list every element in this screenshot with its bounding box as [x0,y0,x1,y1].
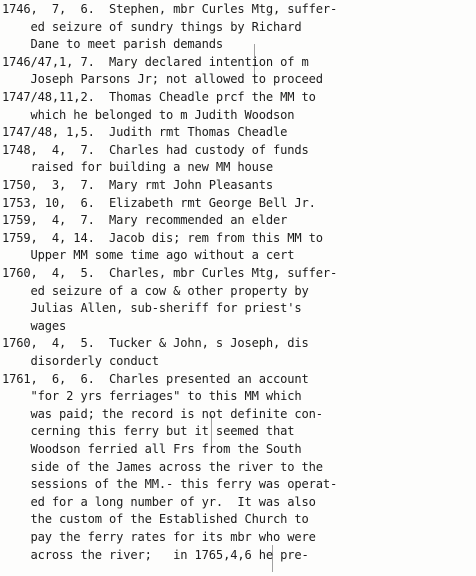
record-entry [2,265,337,335]
record-line-continuation: raised for building a new MM house [2,160,273,175]
record-entry [2,124,287,142]
record-entry [2,212,287,230]
record-line-continuation: Dane to meet parish demands [2,37,224,52]
record-line-dated: 1760, 4, 5. Tucker & John, s Joseph, dis [2,336,309,351]
record-line-dated: 1759, 4, 7. Mary recommended an elder [2,213,288,228]
record-line-dated: 1747/48,11,2. Thomas Cheadle prcf the MM to [2,90,316,104]
record-entry [2,142,309,177]
record-line-continuation: "for 2 yrs ferriages" to this MM which [2,389,302,404]
record-line-continuation: Joseph Parsons Jr; not allowed to proceed [2,72,323,87]
record-line-dated: 1748, 4, 7. Charles had custody of funds [2,142,309,157]
record-line-dated: 1746, 7, 6. Stephen, mbr Curles Mtg, suffer- [2,2,338,16]
record-entry [2,89,316,124]
record-entry [2,1,337,54]
record-line-dated: 1759, 4, 14. Jacob dis; rem from this MM to [2,230,323,245]
record-line-continuation: ed seizure of sundry things by Richard [2,19,302,34]
record-line-continuation: the custom of the Established Church to [2,512,309,527]
record-line-continuation: across the river; in 1765,4,6 he pre- [2,547,309,562]
record-line-dated: 1750, 3, 7. Mary rmt John Pleasants [2,178,273,192]
record-line-continuation: ed for a long number of yr. It was also [2,494,316,509]
record-line-continuation: wages [2,318,67,333]
record-line-continuation: sessions of the MM.- this ferry was operat- [2,477,338,492]
record-entry [2,177,273,195]
record-line-continuation: side of the James across the river to the [2,459,323,474]
record-line-dated: 1761, 6, 6. Charles presented an account [2,371,309,386]
record-line-continuation: ed seizure of a cow & other property by [2,283,309,298]
record-line-continuation: pay the ferry rates for its mbr who were [2,529,316,544]
record-line-continuation: which he belonged to m Judith Woodson [2,107,295,122]
record-line-continuation: disorderly conduct [2,353,159,368]
record-line-dated: 1760, 4, 5. Charles, mbr Curles Mtg, suffer- [2,266,338,280]
record-entry [2,230,323,265]
record-line-continuation: Upper MM some time ago without a cert [2,248,295,263]
record-line-dated: 1747/48, 1,5. Judith rmt Thomas Cheadle [2,125,288,140]
record-line-dated: 1753, 10, 6. Elizabeth rmt George Bell Jr. [2,195,316,210]
record-line-continuation: cerning this ferry but it seemed that [2,424,295,439]
record-line-dated: 1746/47,1, 7. Mary declared intention of m [2,54,309,69]
record-line-continuation: Woodson ferried all Frs from the South [2,441,302,456]
record-entry [2,54,323,89]
record-line-continuation: was paid; the record is not definite con- [2,406,323,421]
record-entry [2,335,309,370]
record-entry [2,371,337,565]
record-line-continuation: Julias Allen, sub-sheriff for priest's [2,301,302,316]
record-entry [2,195,316,213]
